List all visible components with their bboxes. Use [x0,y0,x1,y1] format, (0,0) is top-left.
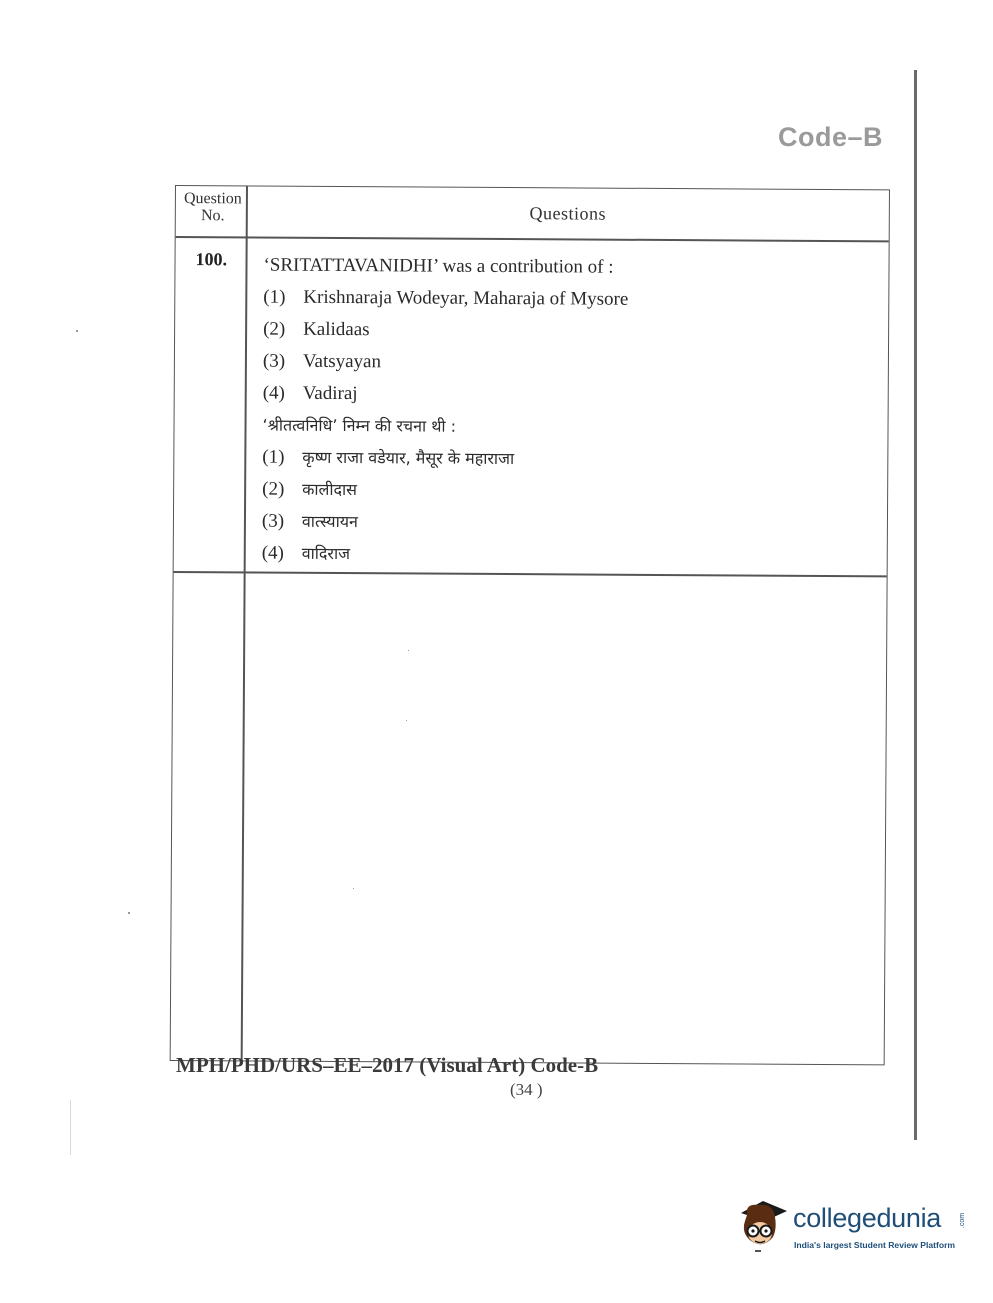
collegedunia-logo [733,1195,967,1265]
question-table [170,185,890,1065]
page-number: (34 ) [510,1080,543,1099]
option-number: (3) [262,350,286,372]
scan-speck [128,912,130,914]
option-number: (1) [263,286,286,308]
option-number: (2) [262,478,285,500]
header-divider [176,236,889,242]
option-hindi-4 [262,542,872,570]
question-no-header [178,190,248,224]
question-stem-hindi: ‘श्रीतत्वनिधि’ निम्न की रचना थी : [262,415,457,436]
paper-code: Code–B [778,122,884,152]
questions-header: Questions [529,203,607,224]
scan-edge-left [70,1100,71,1155]
option-english-4 [263,382,873,410]
option-number: (2) [263,318,286,340]
question-stem-english: ‘SRITATTAVANIDHI’ was a contribution of : [263,254,614,278]
scan-speck [76,330,78,332]
option-hindi-3 [262,510,872,538]
option-english-1 [263,286,873,314]
option-number: (1) [262,446,285,468]
option-text: वादिराज [301,543,351,564]
scan-speck [408,650,409,651]
option-number: (4) [262,382,285,404]
logo-tagline: India's largest Student Review Platform [794,1240,956,1250]
scan-edge [914,70,917,1140]
logo-suffix: .com [959,1212,967,1229]
option-number: (3) [261,510,285,532]
option-text: वात्स्यायन [301,511,358,532]
scan-speck [353,888,354,889]
option-text: Vadiraj [302,382,358,405]
option-text: Vatsyayan [302,350,382,373]
option-number: (4) [261,542,284,564]
option-text: कालीदास [302,479,358,500]
logo-wordmark: collegedunia [793,1203,942,1233]
option-english-3 [263,350,873,378]
scan-speck [406,720,407,721]
option-hindi-2 [262,478,872,506]
column-divider [241,186,248,1060]
question-body [262,254,874,578]
option-text: Kalidaas [303,318,370,341]
question-number: 100. [195,249,228,270]
question-no-header-line1: Question [183,190,242,208]
option-english-2 [263,318,873,346]
option-text: Krishnaraja Wodeyar, Maharaja of Mysore [303,286,629,310]
mascot-icon [733,1195,793,1255]
option-text: कृष्ण राजा वडेयार, मैसूर के महाराजा [302,447,515,469]
option-hindi-1 [262,446,872,474]
exam-footer: MPH/PHD/URS–EE–2017 (Visual Art) Code-B [176,1053,599,1077]
question-no-header-line2: No. [200,207,225,225]
